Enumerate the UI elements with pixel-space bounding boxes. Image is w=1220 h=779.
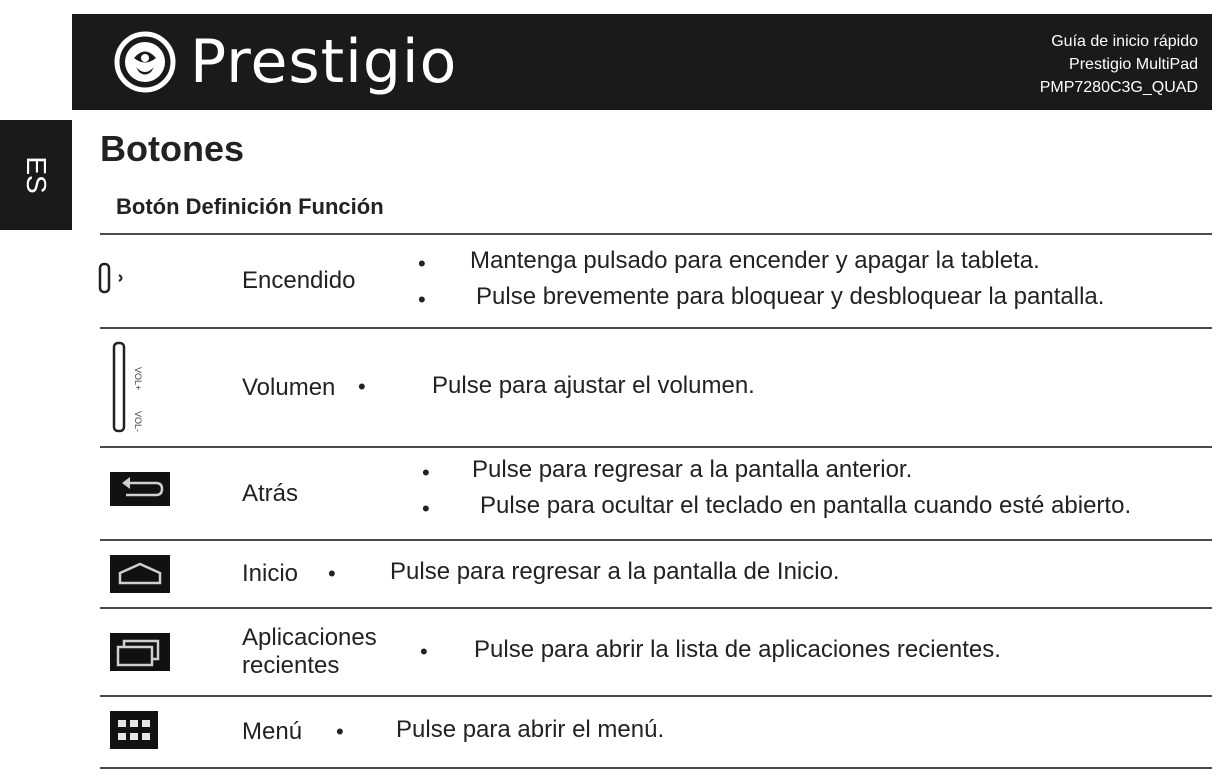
function-text: Pulse para regresar a la pantalla anterior. <box>472 456 913 483</box>
bullet: • <box>358 374 366 399</box>
function-text: Pulse para abrir el menú. <box>396 716 665 743</box>
function-text: Pulse para regresar a la pantalla de Inicio. <box>390 558 840 585</box>
table-divider <box>100 767 1212 769</box>
back-key-icon <box>110 472 170 506</box>
table-row-home <box>100 541 1212 607</box>
bullet: • <box>336 719 344 744</box>
table-row-menu <box>100 697 1212 767</box>
table-row-recent-apps <box>100 609 1212 695</box>
bullet: • <box>422 460 430 485</box>
definition-encendido: Encendido <box>242 267 356 294</box>
bullet: • <box>418 287 426 312</box>
recent-apps-key-icon <box>110 633 170 671</box>
bullet: • <box>422 496 430 521</box>
menu-key-icon <box>110 711 158 749</box>
function-text: Pulse brevemente para bloquear y desbloquear la pantalla. <box>476 283 1105 310</box>
doc-title: Guía de inicio rápido <box>1051 33 1198 50</box>
row-icon-cell <box>100 609 228 695</box>
product-name: Prestigio MultiPad <box>1069 56 1198 73</box>
row-icon-cell <box>100 235 228 327</box>
brand-name: Prestigio <box>190 27 458 97</box>
table-row-power <box>100 235 1212 327</box>
definition-aplicaciones-recientes: Aplicaciones recientes <box>242 624 377 679</box>
home-key-icon <box>110 555 170 593</box>
bullet: • <box>420 639 428 664</box>
table-row-back <box>100 448 1212 539</box>
language-tab <box>0 120 72 230</box>
volume-down-label: VOL- <box>133 411 143 433</box>
model-code: PMP7280C3G_QUAD <box>1039 79 1198 96</box>
row-icon-cell <box>100 448 228 539</box>
function-text: Pulse para ocultar el teclado en pantalla cuando esté abierto. <box>480 492 1132 519</box>
function-text: Pulse para ajustar el volumen. <box>432 372 755 399</box>
volume-up-label: VOL+ <box>133 367 143 391</box>
column-headers: Botón Definición Función <box>116 194 384 219</box>
header-bar <box>72 14 1212 110</box>
row-icon-cell <box>100 329 228 446</box>
power-button-icon <box>94 259 134 299</box>
page-title: Botones <box>100 128 244 169</box>
volume-rocker-icon <box>110 339 154 439</box>
table-row-volume <box>100 329 1212 446</box>
bullet: • <box>328 561 336 586</box>
definition-volumen: Volumen <box>242 373 336 401</box>
definition-atras: Atrás <box>242 479 299 507</box>
header-info <box>1040 30 1198 99</box>
row-icon-cell <box>100 541 228 607</box>
prestigio-logo-icon <box>114 31 176 93</box>
bullet: • <box>418 251 426 276</box>
buttons-table <box>100 233 1212 769</box>
definition-menu: Menú <box>242 718 303 745</box>
definition-inicio: Inicio <box>242 560 299 587</box>
row-icon-cell <box>100 697 228 767</box>
function-text: Mantenga pulsado para encender y apagar la tableta. <box>470 247 1040 274</box>
language-code: ES <box>21 156 52 194</box>
function-text: Pulse para abrir la lista de aplicaciones recientes. <box>474 636 1001 663</box>
